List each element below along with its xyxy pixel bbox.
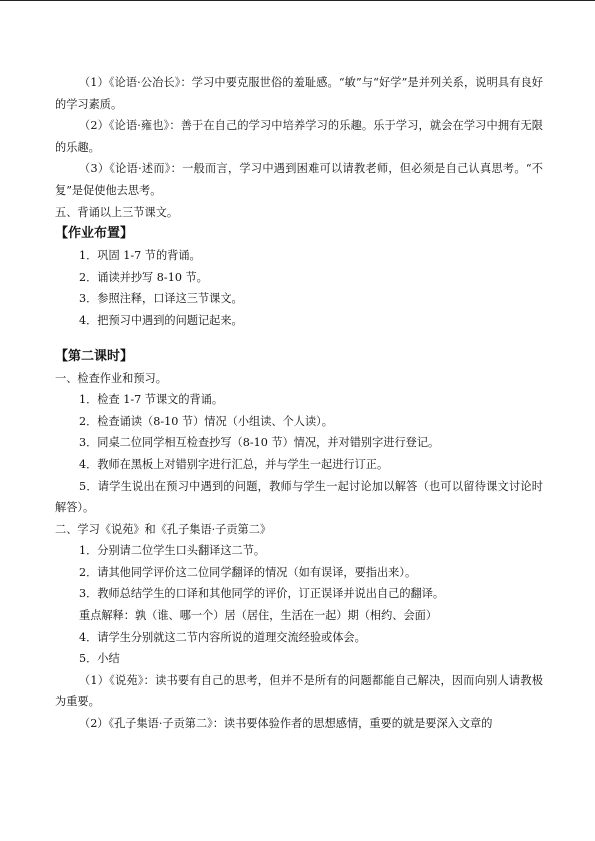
- section2-item: 2．请其他同学评价这二位同学翻译的情况（如有误译，要指出来）。: [79, 565, 417, 579]
- section-gap: [55, 332, 543, 346]
- section2-item: 4．请学生分别就这二节内容所说的道理交流经验或体会。: [79, 630, 366, 644]
- section1-item: 2．检查诵读（8-10 节）情况（小组读、个人读）。: [79, 414, 333, 428]
- section1-item: 4．教师在黑板上对错别字进行汇总，并与学生一起进行订正。: [79, 457, 389, 471]
- homework-item: 1．巩固 1-7 节的背诵。: [79, 249, 201, 263]
- section1-item: 3．同桌二位同学相互检查抄写（8-10 节）情况，并对错别字进行登记。: [79, 436, 440, 450]
- homework-item: 3．参照注释，口译这三节课文。: [79, 292, 243, 306]
- summary-shuer: （3）《论语·述而》：一般而言，学习中遇到困难可以请教老师，但必须是自己认真思考。“不复”是促使他去思考。: [55, 162, 543, 197]
- recite-step: 五、背诵以上三节课文。: [55, 205, 179, 219]
- section2-item: 1．分别请二位学生口头翻译这二节。: [79, 544, 266, 558]
- summary-yongye: （2）《论语·雍也》：善于在自己的学习中培养学习的乐趣。乐于学习，就会在学习中拥有无限的乐趣。: [55, 119, 543, 154]
- section2-item: 5．小结: [79, 652, 120, 666]
- homework-item: 2．诵读并抄写 8-10 节。: [79, 270, 208, 284]
- summary-shuoyuan: （1）《说苑》：读书要有自己的思考，但并不是所有的问题都能自己解决，因而向别人请教极为重要。: [55, 673, 543, 709]
- summary-zigong: （2）《孔子集语·子贡第二》：读书要体验作者的思想感情，重要的就是要深入文章的: [79, 717, 493, 731]
- section2-title: 二、学习《说苑》和《孔子集语·子贡第二》: [55, 522, 272, 536]
- summary-gongyechang: （1）《论语·公冶长》：学习中要克服世俗的羞耻感。“敏”与“好学”是并列关系，说明具有良好的学习素质。: [55, 76, 543, 111]
- section1-title: 一、检查作业和预习。: [55, 371, 167, 385]
- top-rule: [0, 0, 595, 1]
- section2-item: 3．教师总结学生的口译和其他同学的评价，订正误译并说出自己的翻译。: [79, 587, 445, 601]
- homework-item: 4．把预习中遇到的问题记起来。: [79, 313, 243, 327]
- lesson2-heading: 【第二课时】: [55, 348, 134, 364]
- key-explanation: 重点解释：孰（谁、哪一个）居（居住，生活在一起）期（相约、会面）: [79, 609, 438, 623]
- section1-item: 1．检查 1-7 节课文的背诵。: [79, 393, 224, 407]
- section1-item: 5．请学生说出在预习中遇到的问题，教师与学生一起讨论加以解答（也可以留待课文讨论时解答）。: [55, 479, 543, 515]
- document-body: [55, 72, 543, 735]
- homework-heading: 【作业布置】: [55, 226, 134, 242]
